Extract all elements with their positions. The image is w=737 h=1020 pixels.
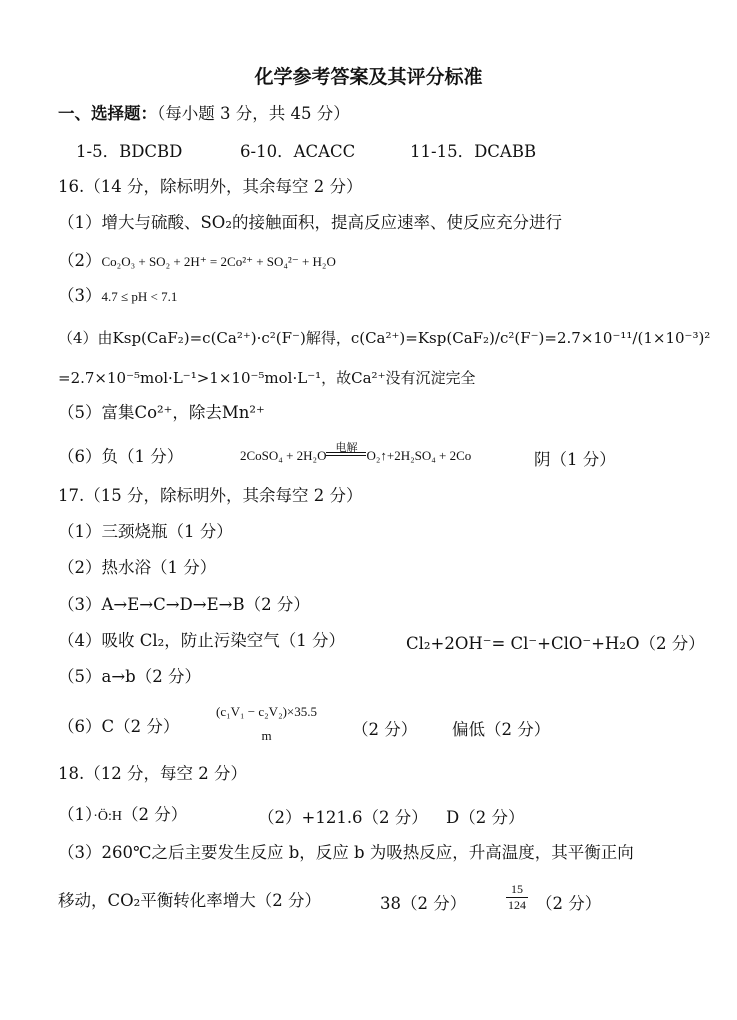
section1-heading: 一、选择题： (58, 104, 157, 123)
q16-answer-3 (58, 285, 177, 308)
q17-answer-6-fraction (214, 704, 319, 744)
q16-answer-3-equation: 4.7 ≤ pH < 7.1 (101, 289, 178, 304)
q17-answer-3: （3）A→E→C→D→E→B（2 分） (58, 595, 310, 614)
q18-answer-3-line1: （3）260℃之后主要发生反应 b，反应 b 为吸热反应，升高温度，其平衡正向 (58, 843, 634, 862)
q16-answer-6-eq-left: 2CoSO₄ + 2H₂O (240, 448, 327, 463)
q17-answer-6-label: （6）C（2 分） (58, 717, 180, 736)
q16-answer-5: （5）富集Co²⁺，除去Mn²⁺ (58, 403, 265, 422)
q16-answer-6-equation (240, 442, 472, 464)
answers-6-10: 6-10．ACACC (240, 142, 356, 161)
q18-answer-3-fraction (506, 882, 528, 913)
electrolysis-arrow (326, 442, 366, 460)
page-title: 化学参考答案及其评分标准 (254, 66, 483, 88)
q17-header: 17.（15 分，除标明外，其余每空 2 分） (58, 486, 363, 505)
section1-note: （每小题 3 分，共 45 分） (157, 104, 350, 123)
q16-answer-3-label: （3） (58, 286, 102, 305)
q18-answer-2: （2）+121.6（2 分） (258, 808, 428, 827)
q16-answer-6-eq-right: O₂↑+2H₂SO₄ + 2Co (366, 448, 472, 463)
q16-answer-1: （1）增大与硫酸、SO₂的接触面积，提高反应速率、使反应充分进行 (58, 213, 562, 232)
q18-answer-1-label: （1） (58, 805, 94, 824)
q16-answer-6-label: （6）负（1 分） (58, 447, 184, 466)
q17-fraction-numerator: (c₁V₁ − c₂V₂)×35.5 (216, 704, 318, 719)
q17-answer-6-score: （2 分） (352, 720, 418, 739)
q16-answer-2 (58, 250, 336, 273)
q16-answer-4-line2: =2.7×10⁻⁵mol·L⁻¹>1×10⁻⁵mol·L⁻¹，故Ca²⁺没有沉淀完全 (58, 369, 476, 387)
q17-answer-5: （5）a→b（2 分） (58, 667, 201, 686)
q17-answer-1: （1）三颈烧瓶（1 分） (58, 522, 233, 541)
q17-answer-4-right: Cl₂+2OH⁻= Cl⁻+ClO⁻+H₂O（2 分） (406, 634, 705, 653)
q18-answer-3-fraction-score: （2 分） (536, 894, 602, 913)
q18-fraction-denominator: 124 (508, 898, 526, 912)
q18-answer-3-line2a: 移动，CO₂平衡转化率增大（2 分） (58, 891, 322, 910)
q17-fraction-denominator: m (261, 728, 272, 743)
electrolysis-condition: 电解 (335, 442, 358, 454)
q18-answer-1 (58, 804, 187, 828)
answers-1-5: 1-5．BDCBD (76, 142, 183, 161)
q16-answer-2-label: （2） (58, 251, 102, 270)
section1-heading-line (58, 103, 350, 125)
q18-answer-3-line2b: 38（2 分） (380, 894, 467, 913)
q16-answer-6-tail: 阴（1 分） (534, 450, 616, 469)
q16-answer-2-equation: Co₂O₃ + SO₂ + 2H⁺ = 2Co²⁺ + SO₄²⁻ + H₂O (101, 254, 336, 269)
q18-header: 18.（12 分，每空 2 分） (58, 764, 247, 783)
hydroxyl-electron-structure: ·Ö:H (93, 809, 123, 824)
q18-fraction-numerator: 15 (506, 882, 528, 898)
q16-answer-4-line1: （4）由Ksp(CaF₂)=c(Ca²⁺)·c²(F⁻)解得，c(Ca²⁺)=Ksp(CaF₂)/c²(F⁻)=2.7×10⁻¹¹/(1×10⁻³)² (58, 329, 711, 347)
q17-answer-2: （2）热水浴（1 分） (58, 558, 217, 577)
answers-11-15: 11-15．DCABB (410, 142, 537, 161)
q18-answer-1-score: （2 分） (122, 805, 188, 824)
q16-header: 16.（14 分，除标明外，其余每空 2 分） (58, 177, 363, 196)
q17-answer-6-tail: 偏低（2 分） (452, 720, 551, 739)
q18-answer-2b: D（2 分） (446, 808, 525, 827)
q17-answer-4-left: （4）吸收 Cl₂，防止污染空气（1 分） (58, 631, 346, 650)
